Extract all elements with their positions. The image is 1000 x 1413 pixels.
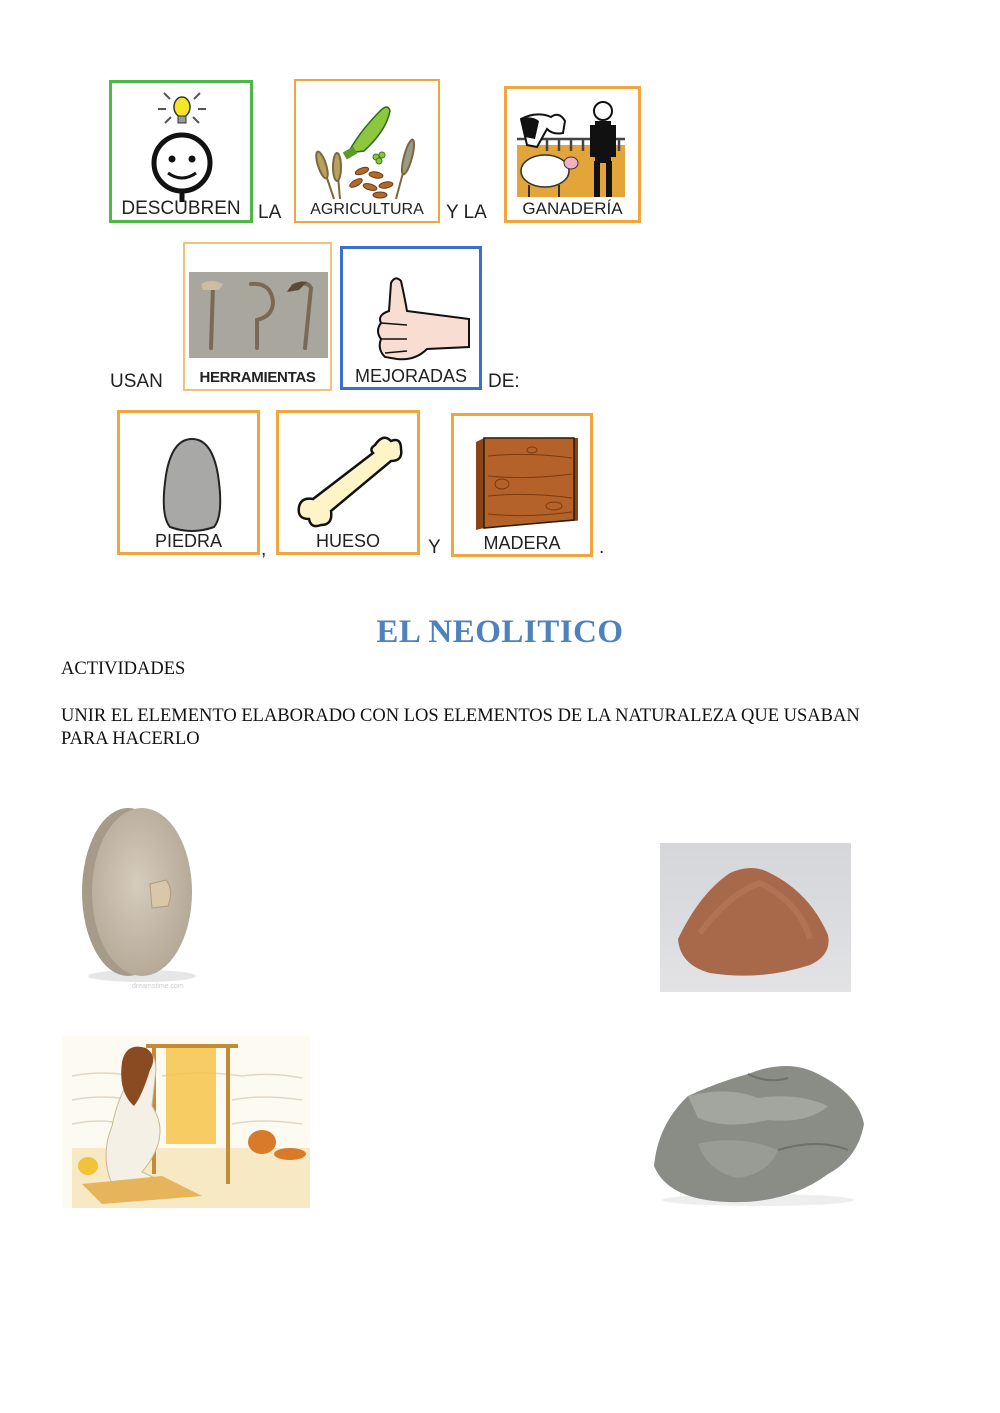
trail-de: DE: xyxy=(488,371,520,392)
instruction-line-2: PARA HACERLO xyxy=(61,729,200,749)
pictogram-madera xyxy=(451,413,593,557)
pictogram-label: AGRICULTURA xyxy=(310,201,424,218)
discover-icon xyxy=(122,87,242,202)
page-title: EL NEOLITICO xyxy=(376,614,624,650)
pictogram-label: DESCUBREN xyxy=(121,198,241,219)
pictogram-agricultura xyxy=(294,79,440,223)
pictogram-descubren xyxy=(109,80,253,223)
section-heading: ACTIVIDADES xyxy=(61,659,186,679)
connector-comma: , xyxy=(261,539,267,560)
pictogram-label: HERRAMIENTAS xyxy=(199,369,316,386)
stone-icon xyxy=(152,435,232,535)
connector-y: Y xyxy=(428,537,441,558)
pictogram-label: HUESO xyxy=(315,531,380,551)
wood-icon xyxy=(468,436,578,536)
pictogram-ganaderia xyxy=(504,86,641,223)
watermark: dreamstime.com xyxy=(132,983,184,990)
agriculture-icon xyxy=(308,91,428,201)
rock-image[interactable] xyxy=(648,1054,870,1210)
pictogram-mejoradas xyxy=(340,246,482,390)
clay-powder-image[interactable] xyxy=(660,843,851,992)
thumbs-up-icon xyxy=(357,269,477,369)
instruction-line-1: UNIR EL ELEMENTO ELABORADO CON LOS ELEMENTOS DE LA NATURALEZA QUE USABAN xyxy=(61,706,860,726)
pictogram-herramientas xyxy=(183,242,332,391)
pictogram-label: MEJORADAS xyxy=(354,366,468,386)
pictogram-piedra xyxy=(117,410,260,555)
lead-usan: USAN xyxy=(110,371,163,392)
tools-icon xyxy=(189,272,328,358)
pictogram-label: PIEDRA xyxy=(154,531,223,551)
connector-y-la: Y LA xyxy=(446,202,487,223)
pictogram-label: MADERA xyxy=(483,533,561,553)
pictogram-label: GANADERÍA xyxy=(522,199,623,218)
pictogram-hueso xyxy=(276,410,420,555)
loom-weaving-image[interactable] xyxy=(62,1036,310,1208)
connector-period: . xyxy=(599,537,605,558)
bone-icon xyxy=(291,431,411,531)
millstone-image[interactable] xyxy=(62,800,217,995)
connector-la: LA xyxy=(258,202,282,223)
livestock-icon xyxy=(507,89,638,199)
